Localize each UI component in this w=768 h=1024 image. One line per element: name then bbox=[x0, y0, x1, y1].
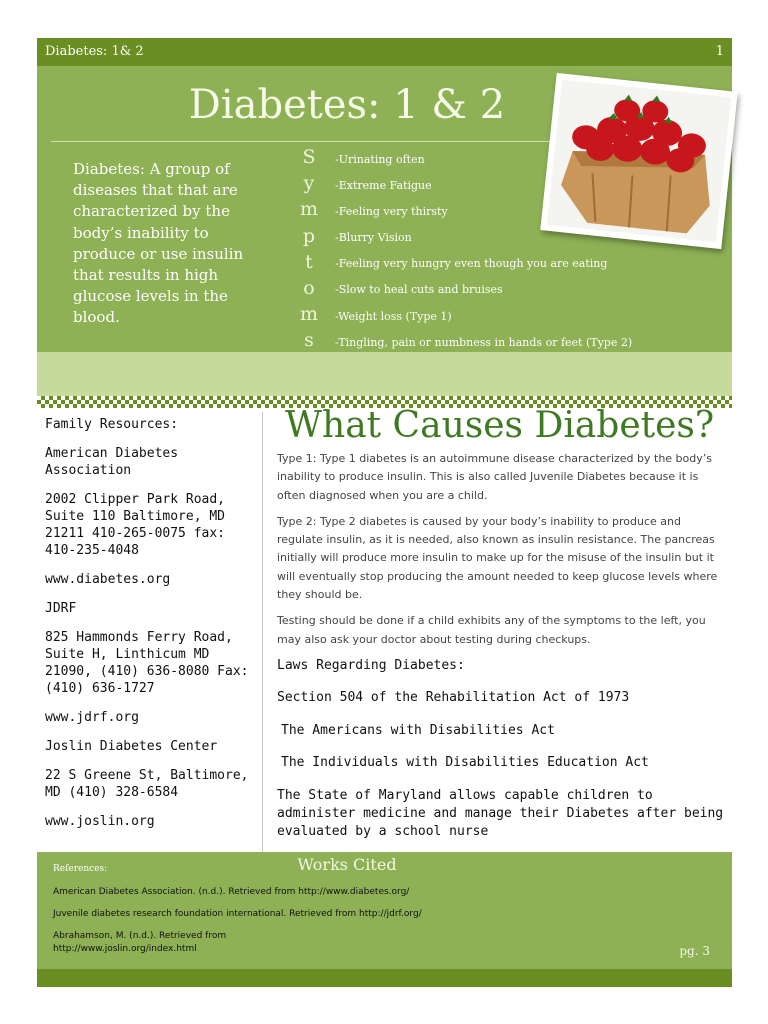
column-divider bbox=[262, 412, 263, 852]
reference-item: http://www.joslin.org/index.html bbox=[53, 944, 197, 954]
org-address: 825 Hammonds Ferry Road, Suite H, Linthicum MD 21090, (410) 636-8080 Fax:(410) 636-1727 bbox=[45, 630, 249, 696]
page-title: Diabetes: 1 & 2 bbox=[188, 82, 506, 128]
org-name: Joslin Diabetes Center bbox=[45, 739, 218, 754]
works-cited-heading: Works Cited bbox=[297, 855, 397, 874]
vertical-letter: p bbox=[302, 224, 316, 247]
maryland-paragraph: The State of Maryland allows capable children to administer medicine and manage their Diabetes after being evaluated by a school nurse bbox=[277, 787, 724, 840]
symptom-item: -Weight loss (Type 1) bbox=[335, 309, 452, 323]
org-name: American Diabetes Association bbox=[45, 446, 179, 478]
laws-heading: Laws Regarding Diabetes: bbox=[277, 657, 465, 673]
section-heading: What Causes Diabetes? bbox=[285, 405, 715, 446]
vertical-letter: m bbox=[299, 303, 319, 326]
org-url[interactable]: www.diabetes.org bbox=[45, 572, 171, 587]
vertical-letter: y bbox=[303, 172, 315, 195]
law-item: The Individuals with Disabilities Education Act bbox=[281, 755, 649, 771]
vertical-letter: S bbox=[302, 146, 316, 168]
reference-item: American Diabetes Association. (n.d.). Retrieved from http://www.diabetes.org/ bbox=[53, 887, 410, 897]
symptom-item: -Extreme Fatigue bbox=[335, 179, 432, 193]
org-address: 22 S Greene St, Baltimore, MD (410) 328-6584 bbox=[45, 768, 249, 800]
org-address: 2002 Clipper Park Road, Suite 110 Baltimore, MD 21211 410-265-0075 fax: 410-235-4048 bbox=[45, 492, 226, 558]
bottom-bar bbox=[37, 969, 732, 987]
type2-paragraph: Type 2: Type 2 diabetes is caused by your body’s inability to produce and regulate insulin, as it is needed, also known as insulin resistance. The pancreas initially will produce more insulin to make up for the misuse of the insulin but it will eventually stop producing the amount needed to keep glucose levels where they should be. bbox=[277, 514, 718, 602]
org-url[interactable]: www.joslin.org bbox=[45, 814, 155, 829]
light-green-band bbox=[37, 352, 732, 396]
symptoms-vertical-label bbox=[297, 144, 321, 354]
title-divider bbox=[51, 141, 551, 142]
symptom-item: -Tingling, pain or numbness in hands or feet (Type 2) bbox=[335, 335, 633, 349]
reference-item: Abrahamson, M. (n.d.). Retrieved from bbox=[53, 931, 227, 941]
references-label: References: bbox=[53, 864, 108, 874]
vertical-letter: o bbox=[303, 277, 315, 300]
law-item: Section 504 of the Rehabilitation Act of 1973 bbox=[277, 690, 630, 706]
testing-paragraph: Testing should be done if a child exhibits any of the symptoms to the left, you may also ask your doctor about testing during checkups. bbox=[277, 614, 706, 646]
strawberry-icon bbox=[547, 80, 731, 243]
law-item: The Americans with Disabilities Act bbox=[281, 722, 555, 738]
works-cited-footer bbox=[37, 852, 732, 969]
org-url[interactable]: www.jdrf.org bbox=[45, 710, 139, 725]
family-resources bbox=[45, 416, 260, 842]
header-title: Diabetes: 1& 2 bbox=[45, 44, 144, 59]
resources-heading: Family Resources: bbox=[45, 417, 179, 432]
symptom-item: -Blurry Vision bbox=[335, 231, 412, 245]
symptom-item: -Slow to heal cuts and bruises bbox=[335, 283, 503, 297]
main-content bbox=[277, 405, 727, 856]
diabetes-definition: Diabetes: A group of diseases that that are characterized by the body’s inability to produce or use insulin that results in high glucose levels in the blood. bbox=[73, 160, 244, 327]
symptom-item: -Feeling very thirsty bbox=[335, 205, 448, 219]
vertical-letter: s bbox=[304, 329, 314, 352]
strawberry-basket-photo bbox=[540, 73, 738, 249]
reference-item: Juvenile diabetes research foundation international. Retrieved from http://jdrf.org/ bbox=[53, 909, 422, 919]
vertical-letter: m bbox=[299, 198, 319, 221]
symptom-item: -Feeling very hungry even though you are eating bbox=[335, 257, 608, 271]
type1-paragraph: Type 1: Type 1 diabetes is an autoimmune disease characterized by the body’s inability to produce insulin. This is also called Juvenile Diabetes because it is often diagnosed when you are a child. bbox=[277, 452, 712, 502]
org-name: JDRF bbox=[45, 601, 77, 616]
page-number: pg. 3 bbox=[679, 944, 710, 958]
vertical-letter: t bbox=[305, 250, 313, 273]
top-header-bar bbox=[37, 38, 732, 66]
symptom-item: -Urinating often bbox=[335, 153, 425, 166]
header-page-number: 1 bbox=[715, 44, 724, 59]
